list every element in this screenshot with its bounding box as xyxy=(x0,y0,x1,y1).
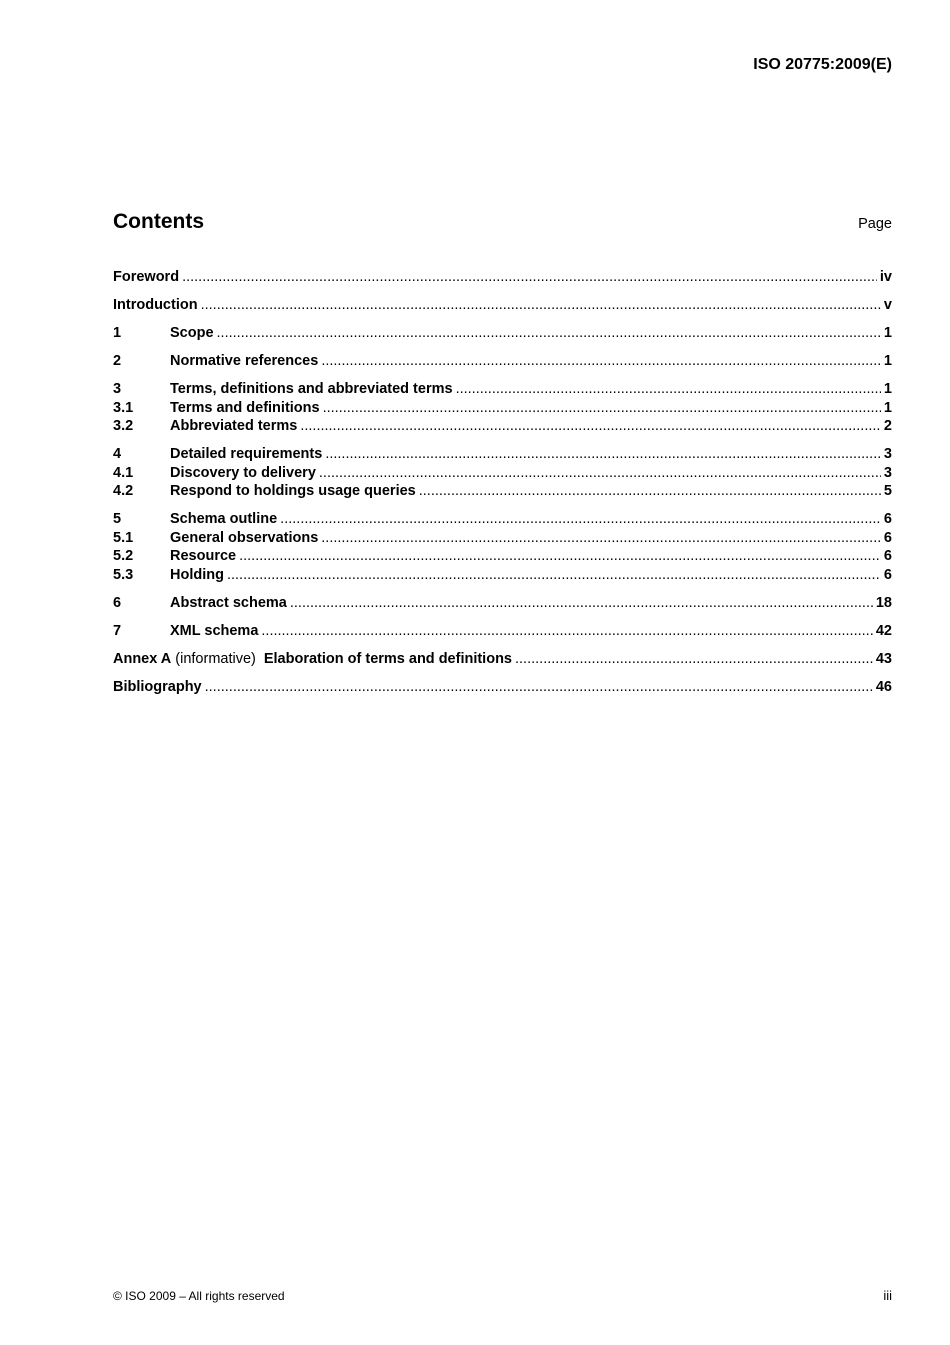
toc-entry-number: 2 xyxy=(113,353,122,369)
toc-entry-page: 1 xyxy=(883,325,892,341)
dot-leader xyxy=(321,530,881,546)
toc-entry-schema-outline[interactable] xyxy=(113,511,892,530)
toc-entry-title: Abstract schema xyxy=(170,594,287,611)
toc-entry-page: 1 xyxy=(883,353,892,369)
toc-entry-title: Discovery to delivery xyxy=(170,464,316,481)
dot-leader xyxy=(201,297,881,313)
toc-entry-page: 3 xyxy=(883,464,892,481)
toc-entry-number: 3.2 xyxy=(113,418,134,434)
toc-entry-title: Introduction xyxy=(113,297,198,313)
toc-entry-title: Abbreviated terms xyxy=(170,418,298,434)
toc-entry-number: 5.1 xyxy=(113,529,134,546)
toc-entry-title: Scope xyxy=(170,325,214,341)
toc-entry-title: Respond to holdings usage queries xyxy=(170,483,416,499)
dot-leader xyxy=(321,353,881,369)
toc-entry-foreword[interactable] xyxy=(113,269,892,288)
toc-entry-page: 6 xyxy=(883,511,892,527)
toc-entry-page: iv xyxy=(879,269,892,285)
toc-entry-number: 5.2 xyxy=(113,548,134,564)
dot-leader xyxy=(290,595,873,611)
toc-entry-title: Detailed requirements xyxy=(170,446,323,462)
toc-entry-introduction[interactable] xyxy=(113,297,892,316)
toc-entry-title: Normative references xyxy=(170,353,319,369)
toc-entry-page: 46 xyxy=(875,678,892,695)
toc-entry-title: XML schema xyxy=(170,622,259,639)
dot-leader xyxy=(325,446,881,462)
toc-entry-terms-definitions[interactable] xyxy=(113,381,892,400)
toc-entry-resource[interactable] xyxy=(113,548,892,567)
toc-entry-title: Holding xyxy=(170,566,224,583)
contents-title: Contents xyxy=(113,210,204,233)
dot-leader xyxy=(217,325,881,341)
dot-leader xyxy=(300,418,881,434)
dot-leader xyxy=(319,465,881,481)
toc-entry-title: Resource xyxy=(170,548,237,564)
toc-entry-terms-and-definitions[interactable] xyxy=(113,400,892,419)
dot-leader xyxy=(239,548,881,564)
dot-leader xyxy=(227,567,881,583)
toc-entry-page: 42 xyxy=(875,622,892,639)
toc-entry-discovery-to-delivery[interactable] xyxy=(113,465,892,484)
toc-entry-page: 2 xyxy=(883,418,892,434)
toc-entry-general-observations[interactable] xyxy=(113,530,892,549)
footer-copyright: © ISO 2009 – All rights reserved xyxy=(113,1289,285,1303)
toc-entry-number: 7 xyxy=(113,622,122,639)
toc-entry-holding[interactable] xyxy=(113,567,892,586)
toc-entry-abbreviated-terms[interactable] xyxy=(113,418,892,437)
toc-entry-number: 4 xyxy=(113,446,122,462)
footer-page-number: iii xyxy=(883,1288,892,1303)
toc-entry-page: 6 xyxy=(883,566,892,583)
toc-entry-number: 5 xyxy=(113,511,122,527)
toc-entry-number: 4.1 xyxy=(113,464,134,481)
dot-leader xyxy=(456,381,881,397)
toc-entry-annex-note: (informative) xyxy=(175,650,256,667)
toc-entry-title: General observations xyxy=(170,529,319,546)
toc-entry-holdings-usage-queries[interactable] xyxy=(113,483,892,502)
dot-leader xyxy=(323,400,881,416)
toc-entry-title: Bibliography xyxy=(113,678,202,695)
page-column-label: Page xyxy=(858,216,892,232)
toc-entry-number: 3.1 xyxy=(113,399,134,416)
toc-entry-page: 1 xyxy=(883,381,892,397)
dot-leader xyxy=(515,651,873,667)
toc-entry-normative-references[interactable] xyxy=(113,353,892,372)
toc-entry-abstract-schema[interactable] xyxy=(113,595,892,614)
toc-entry-page: v xyxy=(883,297,892,313)
toc-entry-title: Schema outline xyxy=(170,511,278,527)
toc-entry-annex-a[interactable] xyxy=(113,651,892,670)
dot-leader xyxy=(280,511,881,527)
dot-leader xyxy=(205,679,873,695)
toc-entry-page: 18 xyxy=(875,594,892,611)
toc-entry-page: 5 xyxy=(883,483,892,499)
toc-entry-title: Foreword xyxy=(113,269,180,285)
toc-entry-bibliography[interactable] xyxy=(113,679,892,698)
dot-leader xyxy=(419,483,881,499)
toc-entry-scope[interactable] xyxy=(113,325,892,344)
dot-leader xyxy=(182,269,877,285)
toc-entry-number: 3 xyxy=(113,381,122,397)
toc-entry-page: 3 xyxy=(883,446,892,462)
toc-entry-xml-schema[interactable] xyxy=(113,623,892,642)
toc-entry-annex-label: Annex A xyxy=(113,650,172,667)
toc-entry-page: 1 xyxy=(883,399,892,416)
document-id: ISO 20775:2009(E) xyxy=(753,56,892,73)
toc-entry-number: 6 xyxy=(113,594,122,611)
toc-entry-title: Terms and definitions xyxy=(170,399,320,416)
toc-entry-detailed-requirements[interactable] xyxy=(113,446,892,465)
toc-entry-number: 1 xyxy=(113,325,122,341)
toc-entry-page: 43 xyxy=(875,650,892,667)
toc-entry-title: Terms, definitions and abbreviated terms xyxy=(170,381,453,397)
table-of-contents xyxy=(113,269,892,697)
toc-entry-page: 6 xyxy=(883,529,892,546)
dot-leader xyxy=(261,623,872,639)
toc-entry-number: 5.3 xyxy=(113,566,134,583)
toc-entry-title: Elaboration of terms and definitions xyxy=(263,650,512,667)
toc-entry-page: 6 xyxy=(883,548,892,564)
toc-entry-number: 4.2 xyxy=(113,483,134,499)
